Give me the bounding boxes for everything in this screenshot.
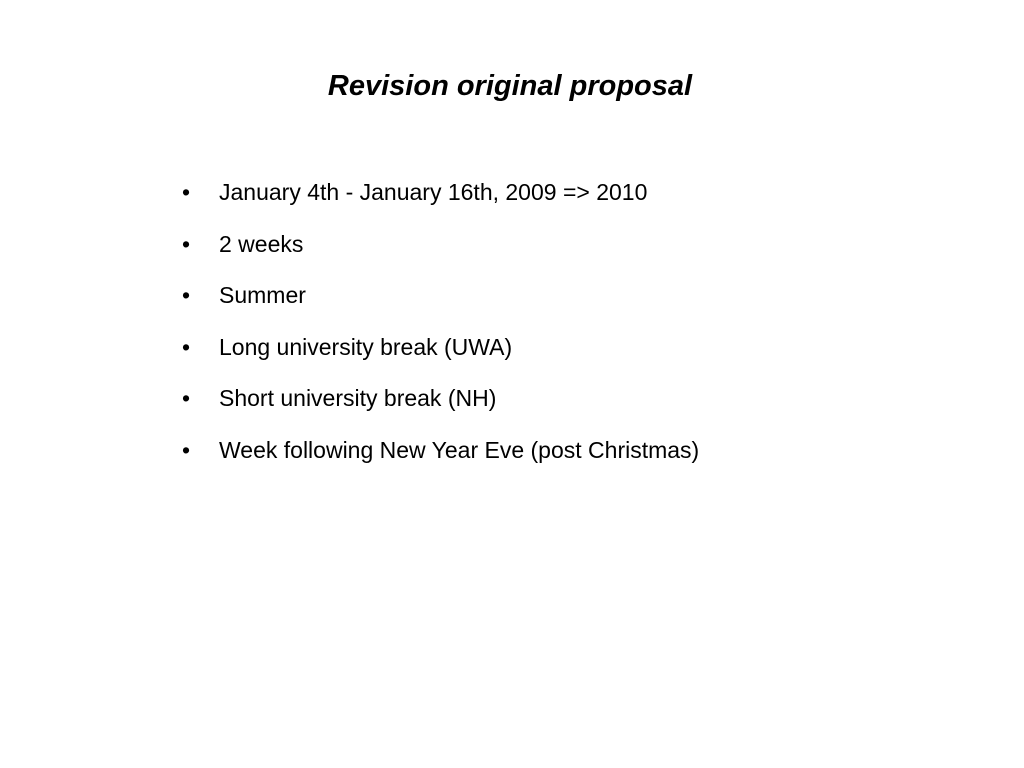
bullet-icon: • [182,230,191,257]
bullet-icon: • [182,436,191,463]
bullet-item [182,380,699,432]
bullet-text: 2 weeks [219,230,304,257]
bullet-icon: • [182,333,191,360]
bullet-text: Long university break (UWA) [219,333,513,360]
bullet-item [182,329,699,381]
bullet-item [182,226,699,278]
bullet-icon: • [182,282,191,308]
bullet-text: Summer [219,282,306,308]
bullet-list [182,174,699,483]
bullet-text: Week following New Year Eve (post Christmas) [219,436,700,463]
slide-title: Revision original proposal [327,70,693,102]
bullet-item [182,432,699,484]
bullet-item [182,174,699,226]
bullet-icon: • [182,179,191,205]
bullet-text: January 4th - January 16th, 2009 => 2010 [219,179,648,205]
bullet-icon: • [182,385,191,411]
bullet-text: Short university break (NH) [219,385,497,411]
bullet-item [182,277,699,329]
